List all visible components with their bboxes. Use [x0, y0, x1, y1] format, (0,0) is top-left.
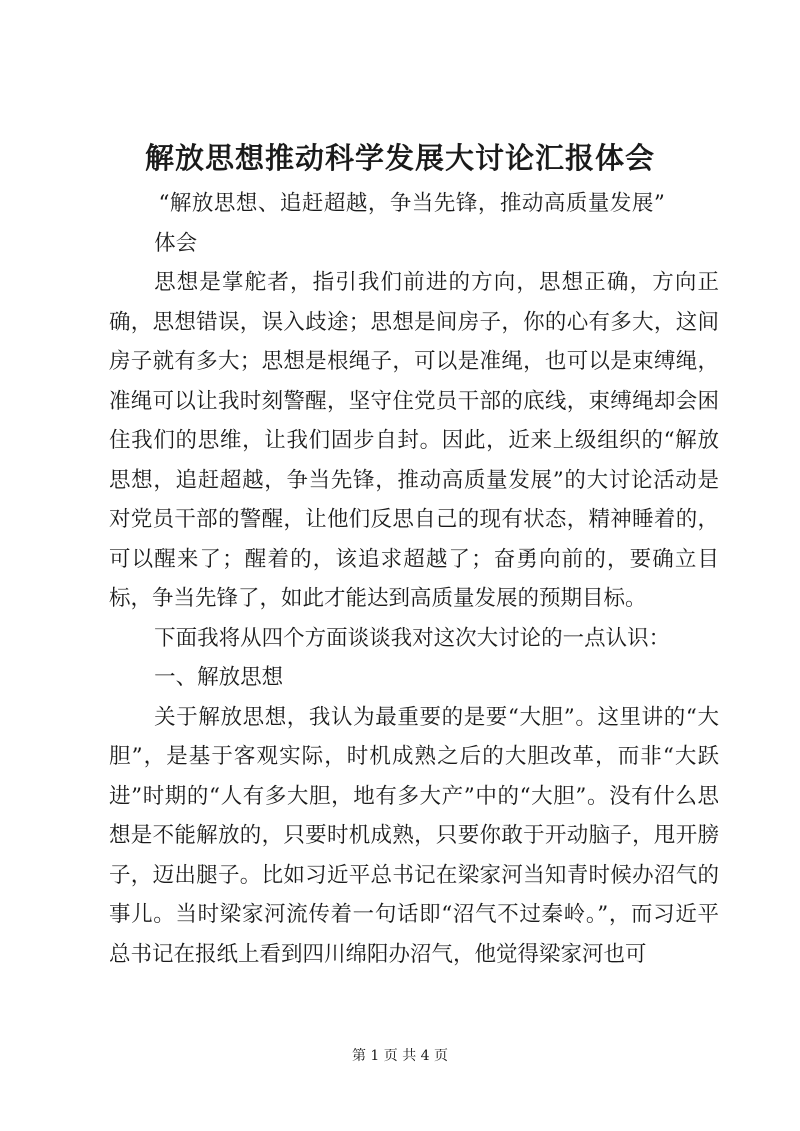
paragraph: 关于解放思想，我认为最重要的是要“大胆”。这里讲的“大胆”，是基于客观实际，时机成熟之后的大胆改革，而非“大跃进”时期的“人有多大胆，地有多大产”中的“大胆”。没有什么思想是不能解放的，只要时机成熟，只要你敢于开动脑子，甩开膀子，迈出腿子。比如习近平总书记在梁家河当知青时候办沼气的事儿。当时梁家河流传着一句话即“沼气不过秦岭。”，而习近平总书记在报纸上看到四川绵阳办沼气，他觉得梁家河也可 [109, 704, 719, 967]
section-heading: 一、解放思想 [154, 665, 284, 690]
subtitle-continuation: 体会 [154, 230, 198, 256]
paragraph: 下面我将从四个方面谈谈我对这次大讨论的一点认识： [154, 625, 671, 651]
paragraph: 思想是掌舵者，指引我们前进的方向，思想正确，方向正确，思想错误，误入歧途；思想是间房子，你的心有多大，这间房子就有多大；思想是根绳子，可以是准绳，也可以是束缚绳，准绳可以让我时刻警醒，坚守住党员干部的底线，束缚绳却会困住我们的思维，让我们固步自封。因此，近来上级组织的“解放思想，追赶超越，争当先锋，推动高质量发展”的大讨论活动是对党员干部的警醒，让他们反思自己的现有状态，精神睡着的，可以醒来了；醒着的，该追求超越了；奋勇向前的，要确立目标，争当先锋了，如此才能达到高质量发展的预期目标。 [109, 270, 719, 611]
document-title: 解放思想推动科学发展大讨论汇报体会 [144, 141, 655, 175]
subtitle-line: “解放思想、追赶超越，争当先锋，推动高质量发展” [158, 191, 666, 216]
document-body [109, 184, 719, 974]
page-footer: 第 1 页 共 4 页 [351, 1048, 449, 1064]
